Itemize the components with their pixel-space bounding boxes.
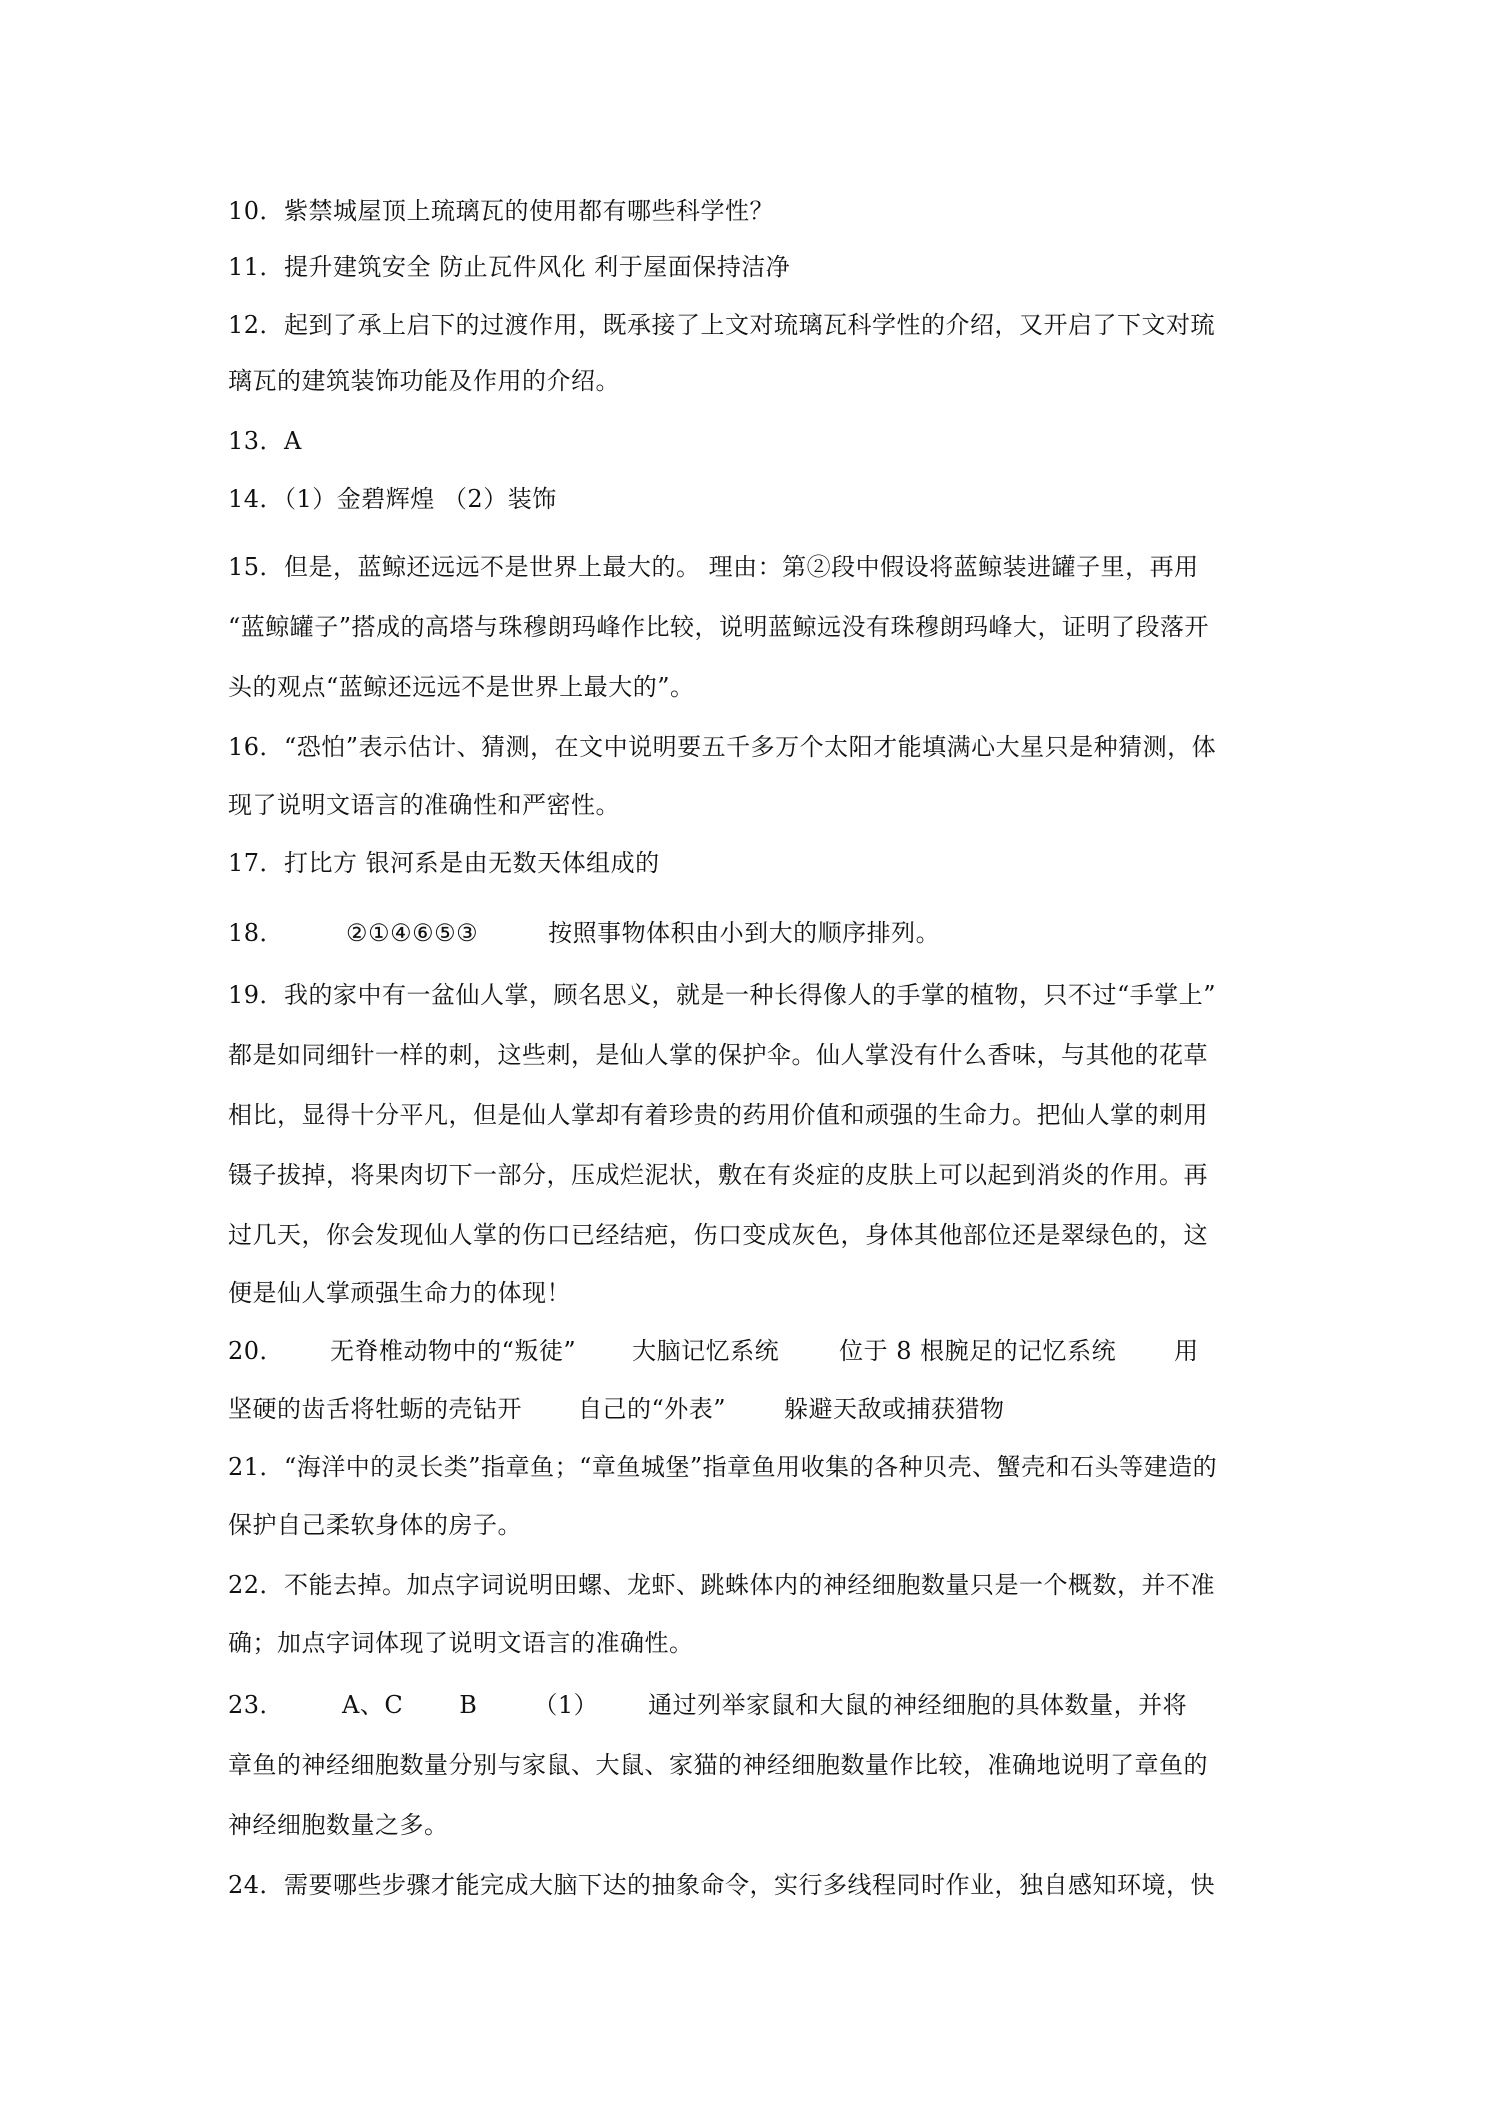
answer-19-line-4: 镊子拔掉，将果肉切下一部分，压成烂泥状，敷在有炎症的皮肤上可以起到消炎的作用。再 [228, 1161, 1208, 1189]
answer-15-line-2: “蓝鲸罐子”搭成的高塔与珠穆朗玛峰作比较，说明蓝鲸远没有珠穆朗玛峰大，证明了段落开 [228, 613, 1210, 641]
answer-18-number: 18． [228, 919, 285, 947]
answer-12-line-2: 璃瓦的建筑装饰功能及作用的介绍。 [228, 367, 620, 395]
answer-20-part-5: 自己的“外表” [578, 1395, 727, 1423]
answer-23-line-2: 章鱼的神经细胞数量分别与家鼠、大鼠、家猫的神经细胞数量作比较，准确地说明了章鱼的 [228, 1751, 1208, 1779]
answer-23-number: 23． [228, 1691, 285, 1719]
answer-19-line-3: 相比，显得十分平凡，但是仙人掌却有着珍贵的药用价值和顽强的生命力。把仙人掌的刺用 [228, 1101, 1208, 1129]
answer-16-line-1: 16．“恐怕”表示估计、猜测，在文中说明要五千多万个太阳才能填满心大星只是种猜测，体 [228, 733, 1217, 761]
answer-16-line-2: 现了说明文语言的准确性和严密性。 [228, 791, 620, 819]
answer-23-line-3: 神经细胞数量之多。 [228, 1811, 449, 1839]
answer-14: 14．（1）金碧辉煌 （2）装饰 [228, 485, 557, 513]
answer-18-order: ②①④⑥⑤③ [346, 919, 479, 947]
answer-20-line-1 [228, 1336, 1268, 1366]
answer-18 [228, 918, 1268, 948]
answer-20-part-4b: 坚硬的齿舌将牡蛎的壳钻开 [228, 1395, 522, 1423]
answer-23-part-3: （1） [533, 1691, 599, 1719]
answer-20-part-2: 大脑记忆系统 [632, 1337, 780, 1365]
answer-19-line-2: 都是如同细针一样的刺，这些刺，是仙人掌的保护伞。仙人掌没有什么香味，与其他的花草 [228, 1041, 1208, 1069]
answer-22-line-2: 确；加点字词体现了说明文语言的准确性。 [228, 1629, 694, 1657]
answer-19-line-5: 过几天，你会发现仙人掌的伤口已经结疤，伤口变成灰色，身体其他部位还是翠绿色的，这 [228, 1221, 1208, 1249]
answer-19-line-6: 便是仙人掌顽强生命力的体现！ [228, 1279, 571, 1307]
answer-17: 17．打比方 银河系是由无数天体组成的 [228, 849, 660, 877]
answer-23-line-1 [228, 1690, 1268, 1720]
answer-11: 11．提升建筑安全 防止瓦件风化 利于屋面保持洁净 [228, 253, 791, 281]
answer-20-part-1: 无脊椎动物中的“叛徒” [330, 1337, 577, 1365]
answer-21-line-1: 21．“海洋中的灵长类”指章鱼；“章鱼城堡”指章鱼用收集的各种贝壳、蟹壳和石头等建造的 [228, 1453, 1218, 1481]
answer-23-part-4: 通过列举家鼠和大鼠的神经细胞的具体数量，并将 [648, 1691, 1188, 1719]
answer-15-line-3: 头的观点“蓝鲸还远远不是世界上最大的”。 [228, 673, 695, 701]
answer-20-line-2 [228, 1394, 1268, 1424]
answer-20-number: 20． [228, 1337, 285, 1365]
answer-18-reason: 按照事物体积由小到大的顺序排列。 [548, 919, 941, 947]
answer-20-part-6: 躲避天敌或捕获猎物 [784, 1395, 1005, 1423]
answer-24-line-1: 24．需要哪些步骤才能完成大脑下达的抽象命令，实行多线程同时作业，独自感知环境，快 [228, 1871, 1216, 1899]
answer-23-part-2: B [459, 1691, 478, 1719]
answer-22-line-1: 22．不能去掉。加点字词说明田螺、龙虾、跳蛛体内的神经细胞数量只是一个概数，并不准 [228, 1571, 1216, 1599]
answer-13: 13．A [228, 427, 302, 455]
answer-23-part-1: A、C [342, 1691, 404, 1719]
answer-12-line-1: 12．起到了承上启下的过渡作用，既承接了上文对琉璃瓦科学性的介绍，又开启了下文对琉 [228, 311, 1216, 339]
answer-19-line-1: 19．我的家中有一盆仙人掌，顾名思义，就是一种长得像人的手掌的植物，只不过“手掌上” [228, 981, 1217, 1009]
answer-21-line-2: 保护自己柔软身体的房子。 [228, 1511, 522, 1539]
answer-20-part-4a: 用 [1174, 1337, 1199, 1365]
answer-20-part-3: 位于 8 根腕足的记忆系统 [839, 1337, 1117, 1365]
answer-15-line-1: 15．但是，蓝鲸还远远不是世界上最大的。 理由：第②段中假设将蓝鲸装进罐子里，再用 [228, 553, 1199, 581]
answer-10: 10．紫禁城屋顶上琉璃瓦的使用都有哪些科学性？ [228, 197, 775, 225]
